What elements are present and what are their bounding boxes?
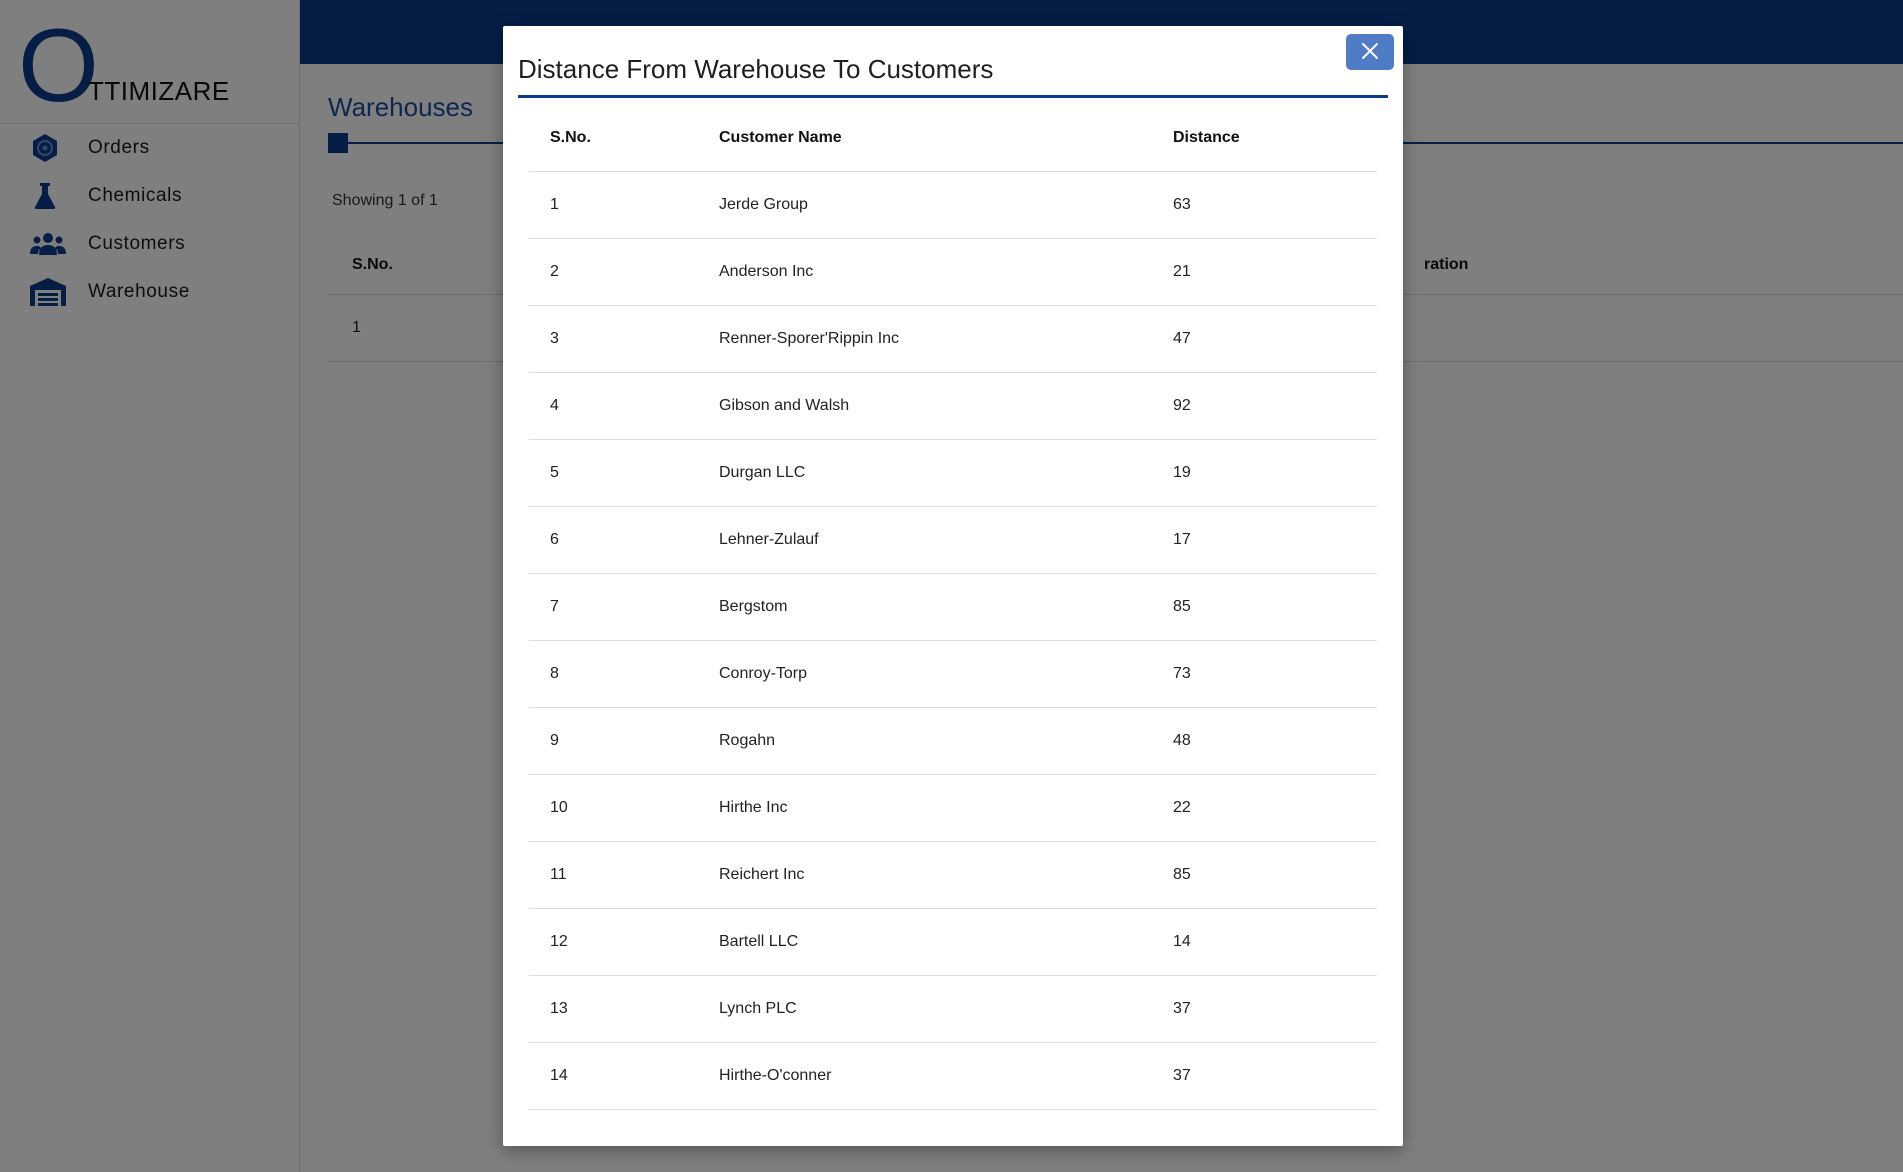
close-button[interactable] bbox=[1346, 34, 1394, 70]
cell-customer-name: Lynch PLC bbox=[719, 1000, 797, 1017]
cell-sno: 11 bbox=[550, 866, 567, 883]
cell-sno: 9 bbox=[550, 732, 559, 749]
table-header-row bbox=[529, 104, 1377, 172]
cell-distance: 48 bbox=[1173, 732, 1191, 749]
table-row[interactable] bbox=[529, 574, 1377, 641]
cell-customer-name: Lehner-Zulauf bbox=[719, 531, 819, 548]
cell-customer-name: Hirthe Inc bbox=[719, 799, 788, 816]
cell-distance: 85 bbox=[1173, 598, 1191, 615]
modal-title-divider bbox=[518, 95, 1388, 98]
cell-distance: 63 bbox=[1173, 196, 1191, 213]
distance-table bbox=[529, 104, 1377, 1110]
table-row[interactable] bbox=[529, 842, 1377, 909]
table-row[interactable] bbox=[529, 239, 1377, 306]
cell-customer-name: Jerde Group bbox=[719, 196, 808, 213]
table-row[interactable] bbox=[529, 976, 1377, 1043]
cell-distance: 37 bbox=[1173, 1000, 1191, 1017]
cell-customer-name: Renner-Sporer'Rippin Inc bbox=[719, 330, 900, 347]
table-row[interactable] bbox=[529, 708, 1377, 775]
cell-sno: 8 bbox=[550, 665, 559, 682]
table-body bbox=[529, 172, 1377, 1110]
cell-sno: 2 bbox=[550, 263, 559, 280]
modal-title: Distance From Warehouse To Customers bbox=[518, 54, 994, 84]
cell-distance: 73 bbox=[1173, 665, 1191, 682]
cell-customer-name: Rogahn bbox=[719, 732, 776, 749]
table-row[interactable] bbox=[529, 172, 1377, 239]
cell-distance: 17 bbox=[1173, 531, 1191, 548]
table-row[interactable] bbox=[529, 1043, 1377, 1110]
cell-sno: 10 bbox=[550, 799, 568, 816]
column-header-sno: S.No. bbox=[550, 128, 591, 146]
cell-sno: 12 bbox=[550, 933, 568, 950]
cell-customer-name: Conroy-Torp bbox=[719, 665, 808, 682]
table-row[interactable] bbox=[529, 641, 1377, 708]
cell-distance: 14 bbox=[1173, 933, 1191, 950]
cell-sno: 3 bbox=[550, 330, 559, 347]
cell-sno: 1 bbox=[550, 196, 559, 213]
cell-distance: 21 bbox=[1173, 263, 1191, 280]
table-row[interactable] bbox=[529, 909, 1377, 976]
cell-distance: 92 bbox=[1173, 397, 1191, 414]
cell-sno: 7 bbox=[550, 598, 559, 615]
cell-customer-name: Bartell LLC bbox=[719, 933, 799, 950]
column-header-distance: Distance bbox=[1173, 128, 1240, 146]
cell-sno: 6 bbox=[550, 531, 559, 548]
cell-sno: 14 bbox=[550, 1067, 568, 1084]
cell-sno: 4 bbox=[550, 397, 559, 414]
cell-distance: 19 bbox=[1173, 464, 1191, 481]
cell-customer-name: Gibson and Walsh bbox=[719, 397, 850, 414]
cell-distance: 47 bbox=[1173, 330, 1191, 347]
distance-modal bbox=[503, 26, 1403, 1146]
table-row[interactable] bbox=[529, 373, 1377, 440]
cell-distance: 22 bbox=[1173, 799, 1191, 816]
cell-sno: 5 bbox=[550, 464, 559, 481]
table-row[interactable] bbox=[529, 440, 1377, 507]
cell-distance: 37 bbox=[1173, 1067, 1191, 1084]
cell-sno: 13 bbox=[550, 1000, 568, 1017]
table-row[interactable] bbox=[529, 775, 1377, 842]
cell-distance: 85 bbox=[1173, 866, 1191, 883]
cell-customer-name: Durgan LLC bbox=[719, 464, 806, 481]
table-row[interactable] bbox=[529, 306, 1377, 373]
cell-customer-name: Anderson Inc bbox=[719, 263, 814, 280]
column-header-customer-name: Customer Name bbox=[719, 128, 842, 146]
cell-customer-name: Bergstom bbox=[719, 598, 788, 615]
cell-customer-name: Reichert Inc bbox=[719, 866, 805, 883]
table-row[interactable] bbox=[529, 507, 1377, 574]
cell-customer-name: Hirthe-O'conner bbox=[719, 1067, 832, 1084]
close-icon bbox=[1361, 42, 1379, 63]
